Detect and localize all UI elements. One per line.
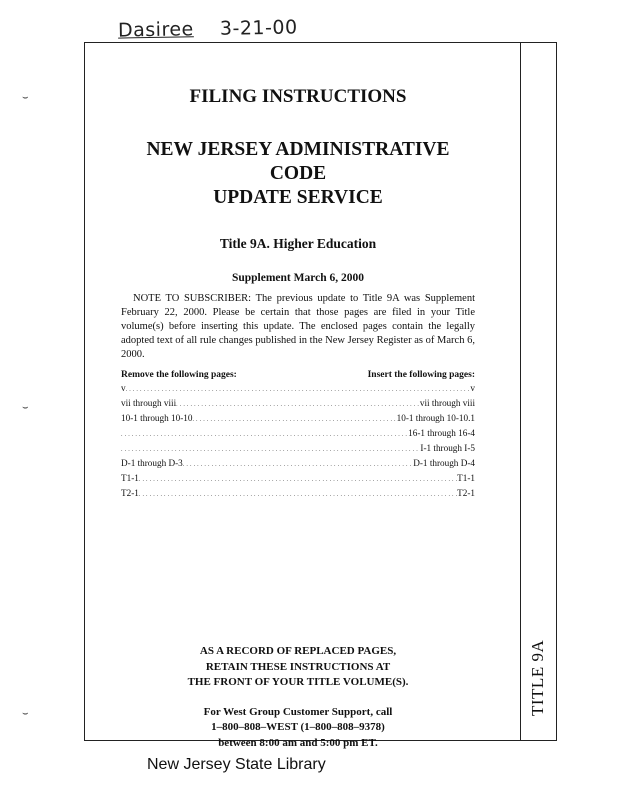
page-row [121,412,475,427]
code-title-line1: NEW JERSEY ADMINISTRATIVE CODE [146,139,450,184]
page-row [121,487,475,502]
page-frame-left [84,42,85,740]
leader-dots [121,427,408,442]
leader-dots [121,442,420,457]
page-row [121,382,475,397]
page-row [121,397,475,412]
page-row [121,472,475,487]
page-columns-header [121,370,475,380]
page-row [121,442,475,457]
insert-column-header: Insert the following pages: [367,370,475,380]
support-line1: For West Group Customer Support, call [203,705,393,718]
binding-mark: ⌣ [22,402,29,413]
subscriber-note: NOTE TO SUBSCRIBER: The previous update to Title 9A was Supplement February 22, 2000. Please be certain that those pages are filed in your Title volume(s) before inserting this update. The enclosed pages contain the legally adopted text of all rule changes published in the New Jersey Register as of March 6, 2000. [121,293,475,360]
handwritten-note [118,16,298,41]
record-notice-line3: THE FRONT OF YOUR TITLE VOLUME(S). [187,676,409,688]
remove-pages: vii through viii [121,398,177,408]
code-title-line2: UPDATE SERVICE [213,187,383,208]
record-notice-line2: RETAIN THESE INSTRUCTIONS AT [205,660,391,673]
binding-mark: ⌣ [22,708,29,719]
binding-mark: ⌣ [22,92,29,103]
remove-pages: T1-1 [121,473,139,483]
page-row [121,427,475,442]
supplement-date: Supplement March 6, 2000 [231,272,365,284]
page-list [121,382,475,502]
filing-instructions-body [121,86,475,751]
remove-pages: 10-1 through 10-10 [121,413,193,423]
insert-pages: vii through viii [419,398,475,408]
insert-pages: 10-1 through 10-10.1 [396,413,475,423]
library-stamp: New Jersey State Library [147,756,326,773]
title-name: Title 9A. Higher Education [219,236,377,251]
page-row [121,457,475,472]
remove-pages: v [121,383,126,393]
handwritten-date: 3-21-00 [219,16,298,40]
support-hours: between 8:00 am and 5:00 pm ET. [218,736,378,749]
support-phone: 1–800–808–WEST (1–800–808–9378) [211,721,385,733]
insert-pages: I-1 through I-5 [420,443,475,453]
insert-pages: D-1 through D-4 [413,458,475,468]
remove-column-header: Remove the following pages: [121,370,237,380]
page-frame-right [556,42,557,740]
insert-pages: T1-1 [457,473,475,483]
leader-dots [139,487,457,502]
insert-pages: v [470,383,475,393]
leader-dots [139,472,457,487]
record-notice-line1: AS A RECORD OF REPLACED PAGES, [199,645,397,657]
leader-dots [126,382,471,397]
tab-divider [520,42,521,740]
title-tab-label: TITLE 9A [528,639,547,716]
leader-dots [176,397,420,412]
insert-pages: T2-1 [457,488,475,498]
remove-pages: D-1 through D-3 [121,458,183,468]
filing-title: FILING INSTRUCTIONS [189,86,407,107]
insert-pages: 16-1 through 16-4 [408,428,475,438]
remove-pages: T2-1 [121,488,139,498]
handwritten-name: Dasiree [117,18,194,42]
leader-dots [192,412,396,427]
page-frame-top [84,42,557,43]
leader-dots [183,457,413,472]
